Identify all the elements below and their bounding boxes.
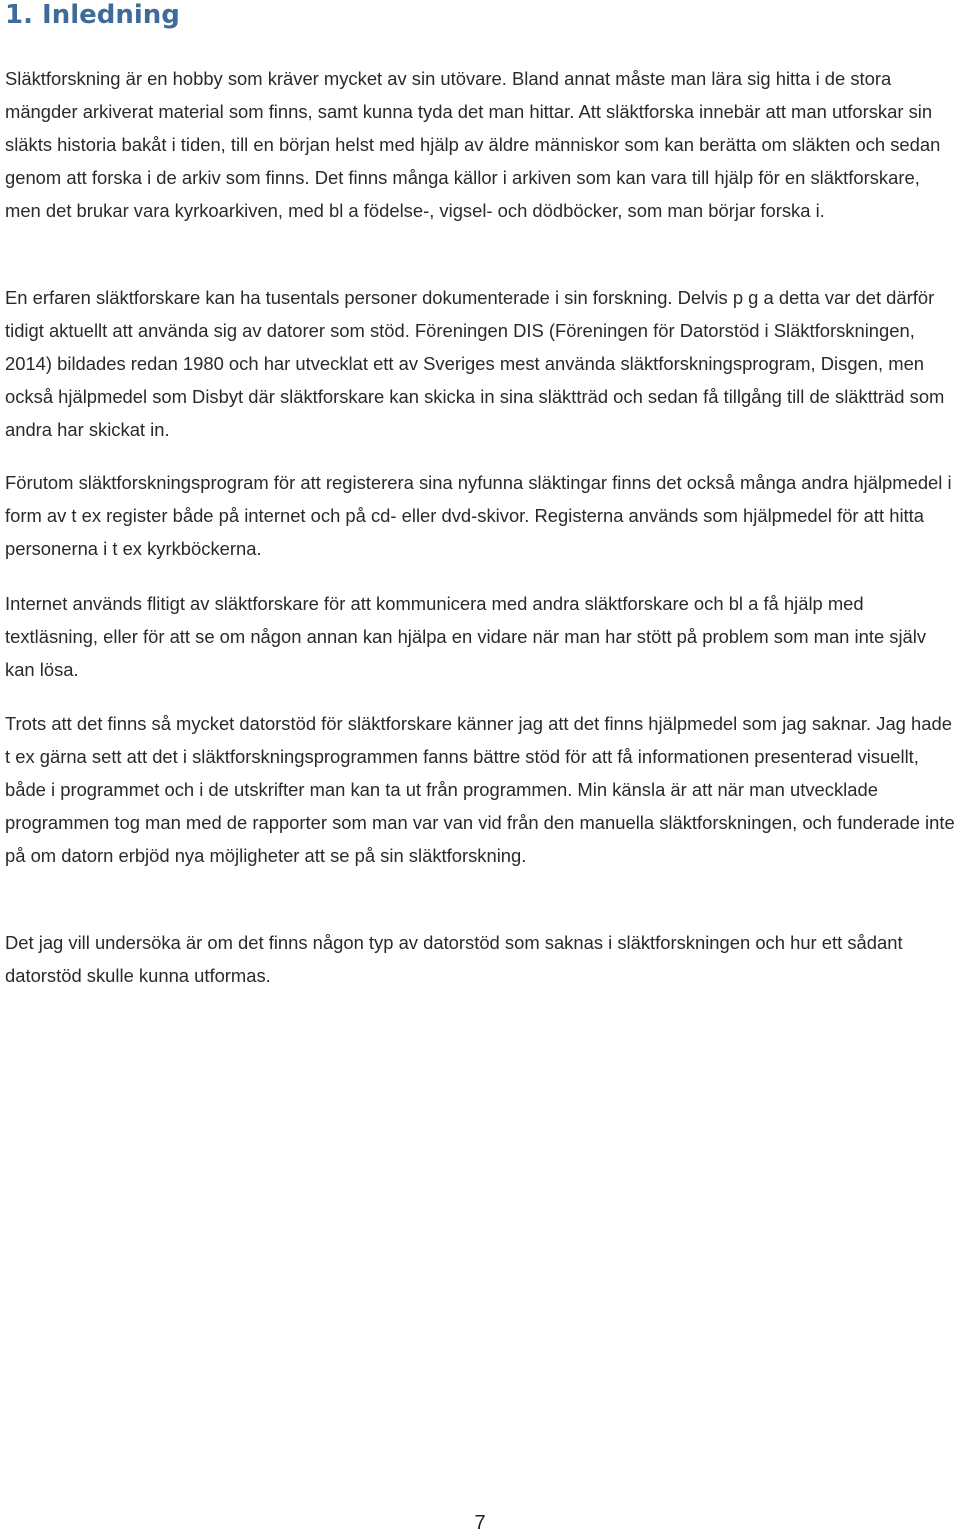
- paragraph-intro: Släktforskning är en hobby som kräver mycket av sin utövare. Bland annat måste man lära sig hitta i de stora mängder arkiverat material som finns, samt kunna tyda det man hittar. Att släktforska innebär att man utforskar sin släkts historia bakåt i tiden, till en början helst med hjälp av äldre människor som kan berätta om släkten och sedan genom att forska i de arkiv som finns. Det finns många källor i arkiven som kan vara till hjälp för en släktforskare, men det brukar vara kyrkoarkiven, med bl a födelse-, vigsel- och dödböcker, som man börjar forska i.: [5, 68, 941, 221]
- paragraph-register: Förutom släktforskningsprogram för att registerera sina nyfunna släktingar finns det också många andra hjälpmedel i form av t ex register både på internet och på cd- eller dvd-skivor. Registerna används som hjälpmedel för att hitta personerna i t ex kyrkböckerna.: [5, 472, 952, 559]
- paragraph-saknar: Trots att det finns så mycket datorstöd för släktforskare känner jag att det finns hjälpmedel som jag saknar. Jag hade t ex gärna sett att det i släktforskningsprogrammen fanns bättre stöd för att få informationen presenterad visuellt, både i programmet och i de utskrifter man kan ta ut från programmen. Min känsla är att när man utvecklade programmen tog man med de rapporter som man var van vid från den manuella släktforskningen, och funderade inte på om datorn erbjöd nya möjligheter att se på sin släktforskning.: [5, 713, 955, 866]
- paragraph-dis: En erfaren släktforskare kan ha tusentals personer dokumenterade i sin forskning. Delvis p g a detta var det därför tidigt aktuellt att använda sig av datorer som stöd. Föreningen DIS (Föreningen för Datorstöd i Släktforskningen, 2014) bildades redan 1980 och har utvecklat ett av Sveriges mest använda släktforskningsprogram, Disgen, men också hjälpmedel som Disbyt där släktforskare kan skicka in sina släktträd och sedan få tillgång till de släktträd som andra har skickat in.: [5, 287, 945, 440]
- paragraph-internet: Internet används flitigt av släktforskare för att kommunicera med andra släktforskare och bl a få hjälp med textläsning, eller för att se om någon annan kan hjälpa en vidare när man har stött på problem som man inte själv kan lösa.: [5, 593, 927, 680]
- section-heading: 1. Inledning: [5, 0, 180, 30]
- paragraph-undersoka: Det jag vill undersöka är om det finns någon typ av datorstöd som saknas i släktforskningen och hur ett sådant datorstöd skulle kunna utformas.: [5, 932, 903, 986]
- page-number: 7: [474, 1512, 486, 1534]
